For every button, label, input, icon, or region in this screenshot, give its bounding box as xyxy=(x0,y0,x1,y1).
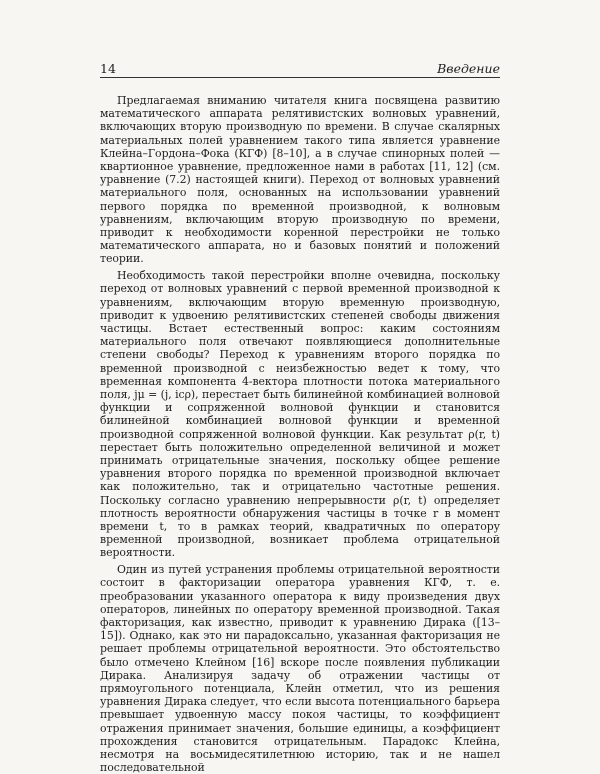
paragraph-2: Необходимость такой перестройки вполне очевидна, поскольку переход от волновых уравнений с первой временной производной к уравнениям, включающим вторую временную производную, приводит к удвоению релятивистских степеней свободы движения частицы. Встает естественный вопрос: каким состояниям материального поля отвечают появляющиеся дополнительные степени свободы? Переход к уравнениям второго порядка по временной производной с неизбежностью ведет к тому, что временная компонента 4-вектора плотности потока материального поля, jμ = (j, icρ), перестает быть билинейной комбинацией волновой функции и сопряженной волновой функции и становится билинейной комбинацией волновой функции и временной производной сопряженной волновой функции. Как результат ρ(r, t) перестает быть положительно определенной величиной и может принимать отрицательные значения, поскольку общее решение уравнения второго порядка по временной производной включает как положительно, так и отрицательно частотные решения. Поскольку согласно уравнению непрерывности ρ(r, t) определяет плотность вероятности обнаружения частицы в точке r в момент времени t, то в рамках теорий, квадратичных по оператору временной производной, возникает проблема отрицательной вероятности. xyxy=(100,269,500,560)
page-number: 14 xyxy=(100,61,116,76)
page-header xyxy=(100,59,500,78)
paragraph-1: Предлагаемая вниманию читателя книга посвящена развитию математического аппарата релятивистских волновых уравнений, включающих вторую производную по времени. В случае скалярных материальных полей уравнением такого типа является уравнение Клейна–Гордона–Фока (КГФ) [8–10], а в случае спинорных полей — квартионное уравнение, предложенное нами в работах [11, 12] (см. уравнение (7.2) настоящей книги). Переход от волновых уравнений материального поля, основанных на использовании уравнений первого порядка по временной производной, к волновым уравнениям, включающим вторую производную по времени, приводит к необходимости коренной перестройки не только математического аппарата, но и базовых понятий и положений теории. xyxy=(100,94,500,266)
paragraph-3: Один из путей устранения проблемы отрицательной вероятности состоит в факторизации оператора уравнения КГФ, т. е. преобразовании указанного оператора к виду произведения двух операторов, линейных по оператору временной производной. Такая факторизация, как известно, приводит к уравнению Дирака ([13–15]). Однако, как это ни парадоксально, указанная факторизация не решает проблемы отрицательной вероятности. Это обстоятельство было отмечено Клейном [16] вскоре после появления публикации Дирака. Анализируя задачу об отражении частицы от прямоугольного потенциала, Клейн отметил, что из решения уравнения Дирака следует, что если высота потенциального барьера превышает удвоенную массу покоя частицы, то коэффициент отражения принимает значения, большие единицы, а коэффициент прохождения становится отрицательным. Парадокс Клейна, несмотря на восьмидесятилетнюю историю, так и не нашел последовательной xyxy=(100,563,500,774)
running-title: Введение xyxy=(437,61,500,76)
body-text xyxy=(100,94,500,774)
